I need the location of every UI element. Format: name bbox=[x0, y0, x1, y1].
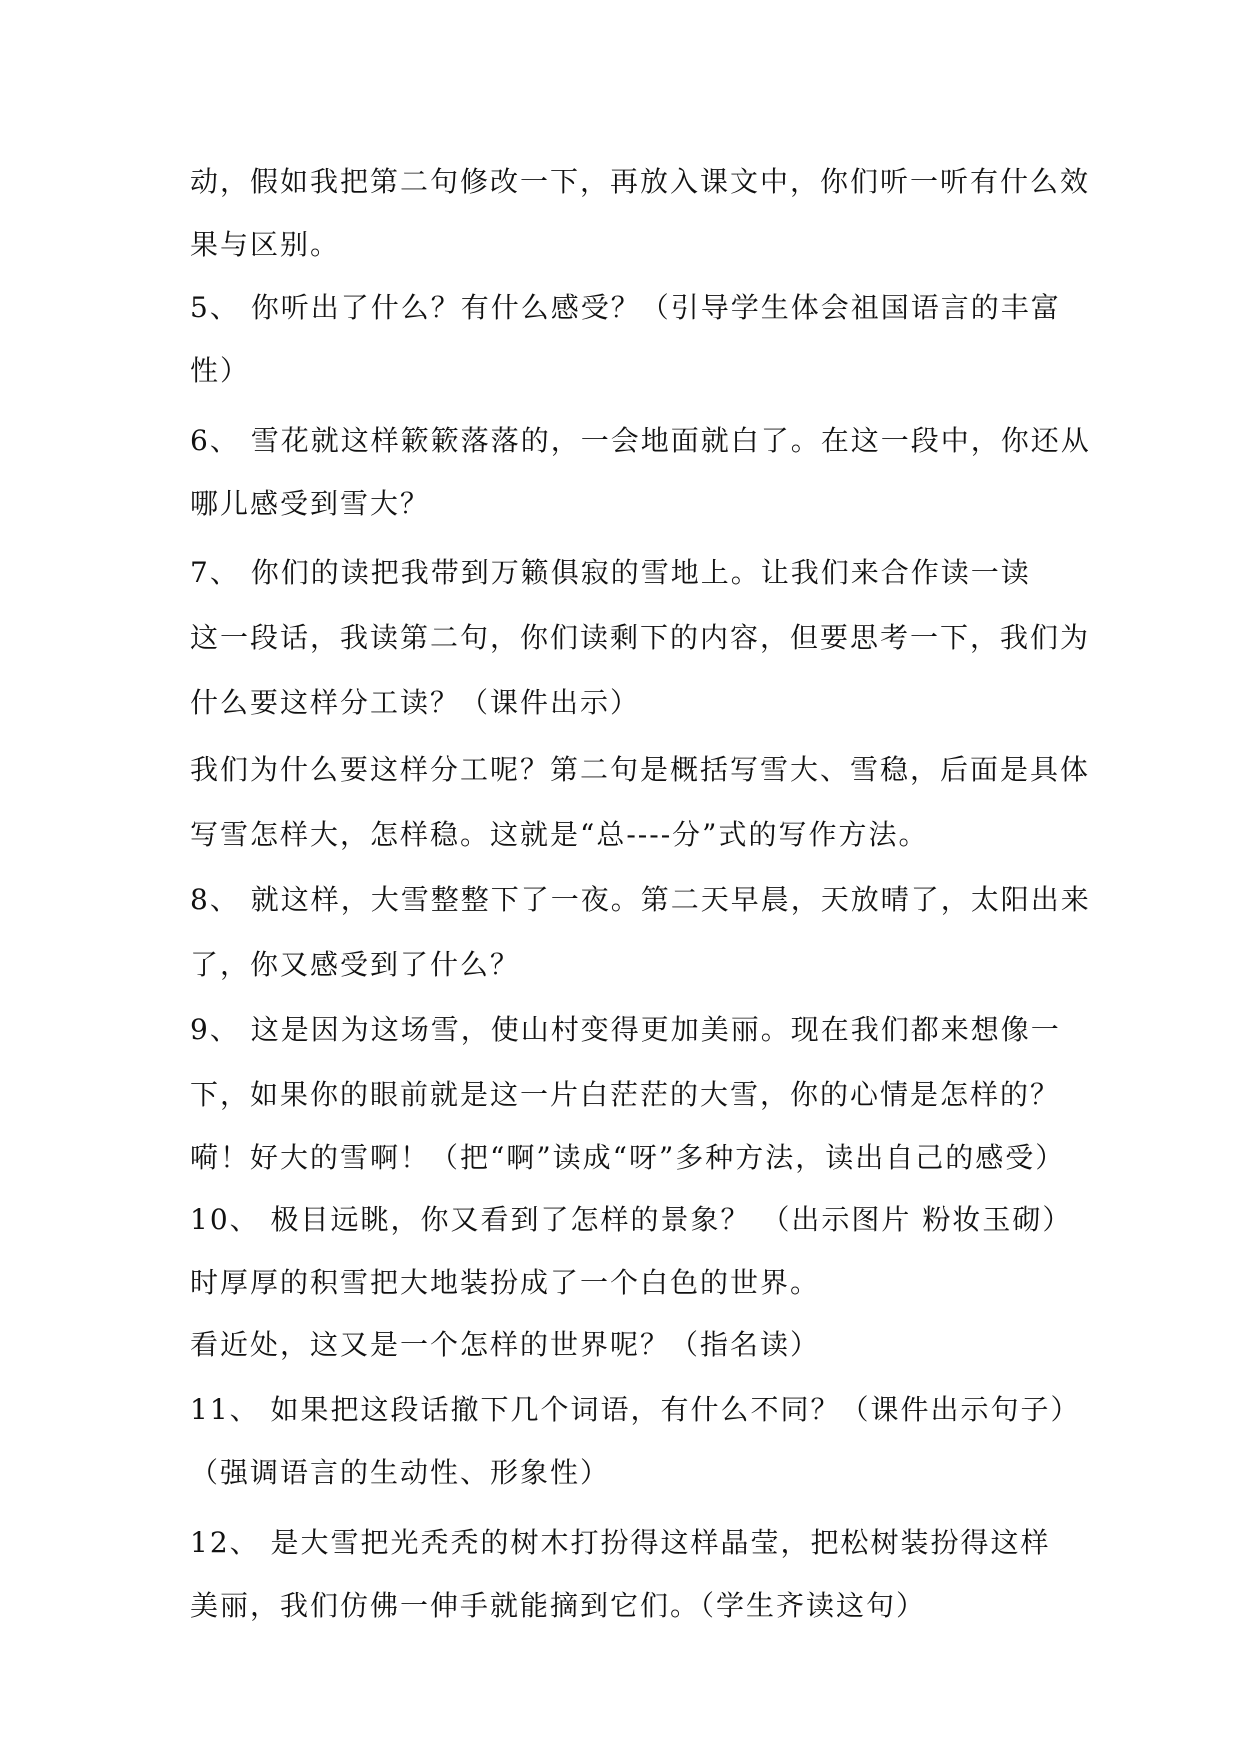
text-line: 7、 你们的读把我带到万籁俱寂的雪地上。让我们来合作读一读 bbox=[190, 556, 1031, 589]
text-line: 了，你又感受到了什么？ bbox=[190, 948, 521, 981]
text-line: 8、 就这样，大雪整整下了一夜。第二天早晨，天放晴了，太阳出来 bbox=[190, 883, 1091, 916]
text-line: 9、 这是因为这场雪，使山村变得更加美丽。现在我们都来想像一 bbox=[190, 1013, 1061, 1046]
text-line: 美丽，我们仿佛一伸手就能摘到它们。（学生齐读这句） bbox=[190, 1589, 927, 1622]
text-line: （强调语言的生动性、形象性） bbox=[190, 1456, 611, 1489]
text-line: 6、 雪花就这样簌簌落落的，一会地面就白了。在这一段中，你还从 bbox=[190, 424, 1091, 457]
text-line: 我们为什么要这样分工呢？第二句是概括写雪大、雪稳，后面是具体 bbox=[190, 753, 1091, 786]
text-line: 性） bbox=[190, 354, 251, 387]
text-line: 看近处，这又是一个怎样的世界呢？（指名读） bbox=[190, 1328, 821, 1361]
text-line: 写雪怎样大，怎样稳。这就是“总----分”式的写作方法。 bbox=[190, 818, 929, 851]
text-line: 这一段话，我读第二句，你们读剩下的内容，但要思考一下，我们为 bbox=[190, 621, 1091, 654]
text-line: 时厚厚的积雪把大地装扮成了一个白色的世界。 bbox=[190, 1266, 821, 1299]
text-line: 12、 是大雪把光秃秃的树木打扮得这样晶莹，把松树装扮得这样 bbox=[190, 1526, 1051, 1559]
text-line: 果与区别。 bbox=[190, 228, 341, 261]
text-line: 下，如果你的眼前就是这一片白茫茫的大雪，你的心情是怎样的？ bbox=[190, 1078, 1061, 1111]
text-line: 10、 极目远眺，你又看到了怎样的景象？ （出示图片 粉妆玉砌） bbox=[190, 1203, 1073, 1236]
text-line: 什么要这样分工读？（课件出示） bbox=[190, 686, 641, 719]
text-line: 11、 如果把这段话撤下几个词语，有什么不同？（课件出示句子） bbox=[190, 1393, 1081, 1426]
text-line: 嗬！好大的雪啊！（把“啊”读成“呀”多种方法，读出自己的感受） bbox=[190, 1141, 1066, 1174]
text-line: 5、 你听出了什么？有什么感受？（引导学生体会祖国语言的丰富 bbox=[190, 291, 1061, 324]
text-line: 哪儿感受到雪大？ bbox=[190, 487, 431, 520]
text-line: 动，假如我把第二句修改一下，再放入课文中，你们听一听有什么效 bbox=[190, 165, 1091, 198]
